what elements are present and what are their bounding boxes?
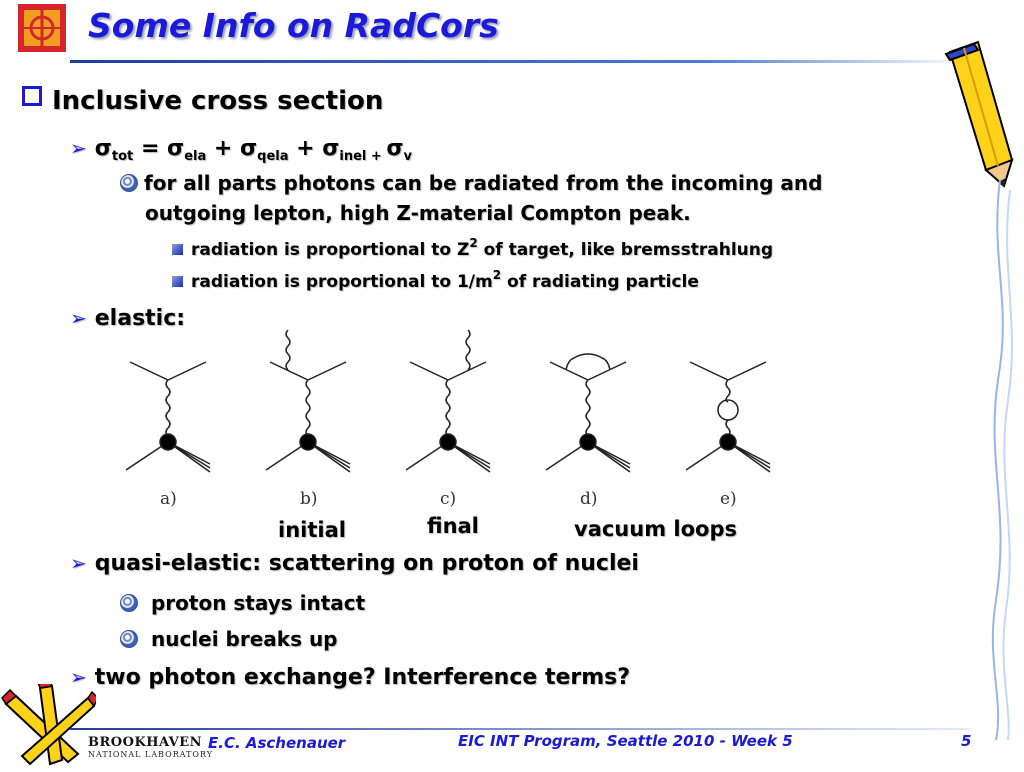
diagram-d [546, 354, 630, 472]
label-initial: initial [278, 518, 346, 542]
diagram-e [686, 362, 770, 472]
nuclei-breaks-item: nuclei breaks up [120, 624, 338, 654]
slide-title: Some Info on RadCors [88, 6, 499, 45]
feynman-diagrams [120, 318, 800, 518]
swirl-bullet-icon [120, 174, 138, 192]
diagram-label-d: d) [580, 489, 598, 509]
footer-author: E.C. Aschenauer [208, 734, 346, 752]
pencil-icon [930, 40, 1020, 190]
radiation-mass-item: radiation is proportional to $1/m^2$ of radiating particle [172, 268, 699, 292]
logo-icon [18, 4, 66, 52]
square-bullet-icon [172, 244, 183, 255]
square-bullet-icon [172, 276, 183, 287]
photon-radiation-text: for all parts photons can be radiated from the incoming and outgoing lepton, high Z-material Compton peak. [120, 168, 920, 228]
arrow-bullet-icon: ➢ [70, 665, 87, 689]
proton-stays-item: proton stays intact [120, 588, 365, 618]
diagram-label-a: a) [160, 489, 177, 509]
cross-section-formula: ➢ $\sigma_{tot} = \sigma_{ela} + \sigma_{qela} + \sigma_{inel}$ $_+$ $\sigma_v$ [70, 136, 412, 164]
bullet-elastic: ➢ elastic: [70, 306, 186, 331]
title-divider [70, 60, 970, 63]
diagram-c [406, 330, 490, 472]
bullet-quasi-elastic: ➢ quasi-elastic: scattering on proton of nuclei [70, 551, 639, 576]
national-laboratory-text: NATIONAL LABORATORY [88, 750, 214, 759]
footer-event: EIC INT Program, Seattle 2010 - Week 5 [458, 732, 793, 750]
brookhaven-logo-text: BROOKHAVEN [88, 735, 203, 750]
page-number: 5 [961, 732, 972, 750]
diagram-a [126, 362, 210, 472]
label-final: final [427, 514, 479, 538]
diagram-label-b: b) [300, 489, 318, 509]
right-border-curve [960, 180, 1024, 740]
radiation-z-item: radiation is proportional to $Z^2$ of target, like bremsstrahlung [172, 236, 773, 260]
arrow-bullet-icon: ➢ [70, 306, 87, 330]
bullet-inclusive [22, 86, 383, 116]
arrow-bullet-icon: ➢ [70, 136, 87, 160]
diagram-label-e: e) [720, 489, 737, 509]
swirl-bullet-icon [120, 594, 138, 612]
label-vacuum-loops: vacuum loops [574, 517, 737, 541]
pencils-cluster-icon [0, 684, 96, 768]
footer-divider [70, 728, 970, 730]
checkbox-bullet-icon [22, 86, 42, 106]
diagram-b [266, 330, 350, 472]
arrow-bullet-icon: ➢ [70, 551, 87, 575]
bullet-inclusive-text: Inclusive cross section [52, 86, 384, 116]
diagram-label-c: c) [440, 489, 457, 509]
swirl-bullet-icon [120, 630, 138, 648]
bullet-two-photon: ➢ two photon exchange? Interference terms? [70, 665, 631, 690]
